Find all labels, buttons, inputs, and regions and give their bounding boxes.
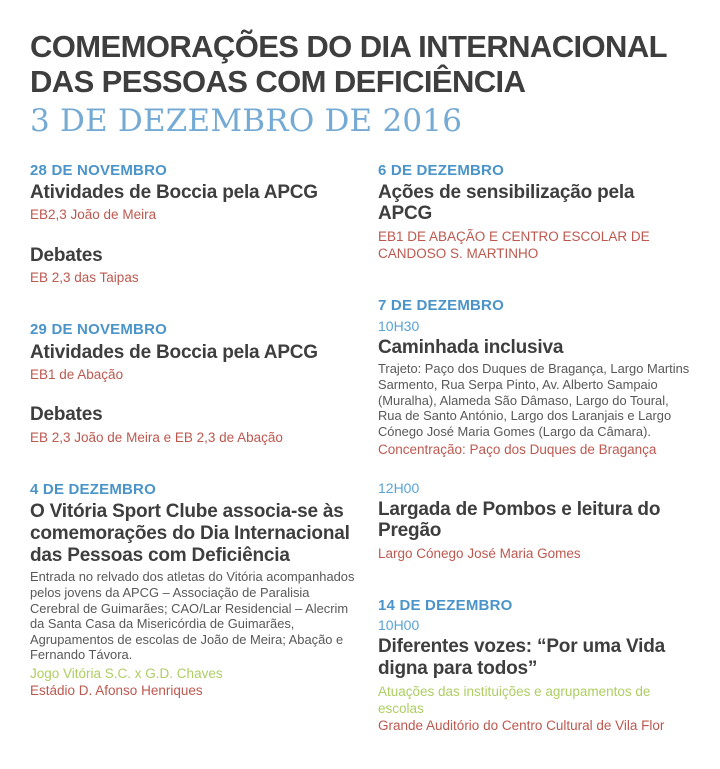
event-description: Entrada no relvado dos atletas do Vitória acompanhados pelos jovens da APCG – Associação de Paralisia Cerebral de Guimarães; CAO/Lar Residencial – Alecrim da Santa Casa da Misericórdia de Guimarães, Agrupamentos de escolas de João de Meira; Abação e Fernando Távora. — [30, 569, 355, 663]
event — [378, 318, 692, 459]
event-title: Debates — [30, 404, 103, 426]
event — [30, 182, 362, 224]
event-title: O Vitória Sport Clube associa-se às comemorações do Dia Internacional das Pessoas com Deficiência — [30, 501, 350, 566]
event-date: 4 DE DEZEMBRO — [30, 481, 156, 499]
event-location: EB2,3 João de Meira — [30, 207, 157, 223]
event-date: 28 DE NOVEMBRO — [30, 161, 167, 179]
events-columns — [30, 162, 692, 769]
event-section — [378, 297, 692, 562]
event-location: EB 2,3 João de Meira e EB 2,3 de Abação — [30, 430, 283, 446]
event-title: Caminhada inclusiva — [378, 336, 564, 358]
event-date: 7 DE DEZEMBRO — [378, 297, 504, 315]
event-location: Largo Cónego José Maria Gomes — [378, 545, 581, 561]
event-time: 12H00 — [378, 479, 420, 496]
left-column — [30, 162, 362, 769]
event-title: Ações de sensibilização pela APCG — [378, 181, 635, 225]
event — [378, 617, 692, 734]
event — [30, 342, 362, 384]
event-section — [378, 597, 692, 734]
event-location: EB1 de Abação — [30, 367, 124, 383]
page-subtitle: 3 DE DEZEMBRO DE 2016 — [30, 103, 463, 140]
event-title: Largada de Pombos e leitura do Pregão — [378, 498, 661, 542]
event-highlight: Jogo Vitória S.C. x G.D. Chaves — [30, 666, 223, 682]
event-title: Debates — [30, 244, 103, 266]
event-section — [378, 162, 692, 263]
page-title-line2: DAS PESSOAS COM DEFICIÊNCIA — [30, 63, 526, 99]
event — [30, 245, 362, 287]
event-description: Trajeto: Paço dos Duques de Bragança, Largo Martins Sarmento, Rua Serpa Pinto, Av. Alberto Sampaio (Muralha), Alameda São Dâmaso, Largo do Toural, Rua de Santo António, Largo dos Laranjais e Largo Cónego José Maria Gomes (Largo da Câmara). — [378, 361, 690, 439]
event-title: Atividades de Boccia pela APCG — [30, 341, 318, 363]
event-title: Diferentes vozes: “Por uma Vida digna para todos” — [378, 636, 665, 680]
event-section — [30, 162, 362, 287]
event-section — [30, 481, 362, 699]
event — [378, 480, 692, 563]
event-location: Concentração: Paço dos Duques de Bragança — [378, 442, 657, 458]
event-section — [30, 321, 362, 446]
event — [30, 501, 362, 699]
page-title — [30, 30, 692, 99]
event-location: EB1 DE ABAÇÃO E CENTRO ESCOLAR DE CANDOSO S. MARTINHO — [378, 229, 650, 262]
event-title: Atividades de Boccia pela APCG — [30, 181, 318, 203]
event-location: Estádio D. Afonso Henriques — [30, 683, 203, 699]
event-date: 14 DE DEZEMBRO — [378, 597, 513, 615]
event-location: EB 2,3 das Taipas — [30, 270, 139, 286]
event — [378, 182, 692, 263]
event-location: Grande Auditório do Centro Cultural de Vila Flor — [378, 718, 665, 734]
event-time: 10H30 — [378, 317, 420, 334]
event-date: 29 DE NOVEMBRO — [30, 321, 167, 339]
event — [30, 404, 362, 446]
event-date: 6 DE DEZEMBRO — [378, 161, 504, 179]
page-title-line1: COMEMORAÇÕES DO DIA INTERNACIONAL — [30, 29, 667, 64]
event-time: 10H00 — [378, 617, 420, 634]
right-column — [378, 162, 692, 769]
event-highlight: Atuações das instituições e agrupamentos de escolas — [378, 683, 651, 716]
